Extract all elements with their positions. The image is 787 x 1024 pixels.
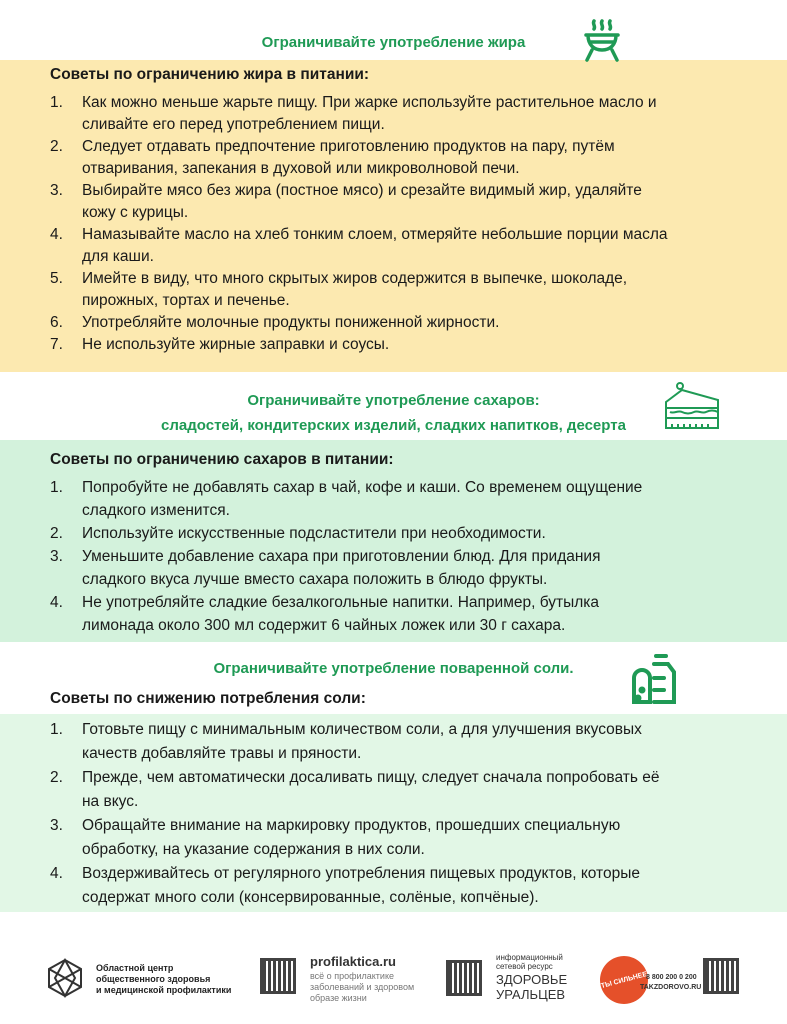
item-number: 6.: [50, 314, 63, 331]
title-line: Ограничивайте употребление жира: [261, 34, 526, 51]
item-text-line: лимонада около 300 мл содержит 6 чайных ложек или 30 г сахара.: [82, 617, 566, 634]
item-text: [82, 268, 627, 312]
list-item: [50, 224, 750, 268]
item-text: [82, 814, 620, 862]
item-number: 4.: [50, 865, 63, 882]
title-line: сладостей, кондитерских изделий, сладких напитков, десерта: [161, 417, 626, 434]
center-logo: [45, 958, 85, 998]
center-name-line: и медицинской профилактики: [96, 985, 232, 995]
item-number: 2.: [50, 138, 63, 155]
item-text: [82, 522, 546, 545]
item-number: 3.: [50, 182, 63, 199]
fat-section-title: [0, 30, 787, 55]
item-text-line: Используйте искусственные подсластители при необходимости.: [82, 525, 546, 542]
resource-label: [496, 953, 563, 971]
list-item: [50, 268, 750, 312]
item-number: 4.: [50, 226, 63, 243]
title-line: Ограничивайте употребление поваренной соли.: [213, 660, 574, 677]
salt-shaker-icon: [630, 652, 680, 708]
item-text-line: Употребляйте молочные продукты пониженной жирности.: [82, 314, 500, 331]
list-item: [50, 136, 750, 180]
item-text: [82, 476, 642, 522]
pot-icon: [582, 18, 622, 68]
list-item: [50, 92, 750, 136]
site-link[interactable]: profilaktica.ru: [310, 954, 396, 969]
item-text: [82, 766, 659, 814]
resource-label-line: информационный: [496, 953, 563, 962]
list-item: [50, 591, 750, 637]
item-text-line: Следует отдавать предпочтение приготовлению продуктов на пару, путём: [82, 138, 615, 155]
list-item: [50, 545, 750, 591]
item-number: 1.: [50, 721, 63, 738]
item-text-line: отваривания, запекания в духовой или микроволновой печи.: [82, 160, 520, 177]
item-number: 1.: [50, 479, 63, 496]
resource-name: [496, 972, 567, 1002]
site-desc-line: образе жизни: [310, 993, 367, 1003]
item-number: 4.: [50, 594, 63, 611]
center-name-line: Областной центр: [96, 963, 174, 973]
item-text-line: для каши.: [82, 248, 154, 265]
item-text: [82, 180, 642, 224]
item-text-line: содержат много соли (консервированные, солёные, копчёные).: [82, 889, 539, 906]
item-text: [82, 312, 499, 334]
item-number: 3.: [50, 817, 63, 834]
item-text: [82, 224, 668, 268]
logo-text: ТЫ СИЛЬНЕЕ: [600, 970, 648, 990]
qr-code-profilaktica[interactable]: [260, 958, 296, 994]
item-text-line: Выбирайте мясо без жира (постное мясо) и срезайте видимый жир, удаляйте: [82, 182, 642, 199]
fat-tips-list: [50, 92, 750, 356]
item-text: [82, 334, 389, 356]
item-number: 2.: [50, 769, 63, 786]
item-number: 3.: [50, 548, 63, 565]
center-name: [96, 963, 231, 996]
item-text: [82, 718, 642, 766]
site-desc-line: заболеваний и здоровом: [310, 982, 415, 992]
resource-label-line: сетевой ресурс: [496, 962, 553, 971]
phone: 8 800 200 0 200: [646, 974, 697, 981]
salt-tips-list: [50, 718, 750, 910]
item-text-line: пирожных, тортах и печенье.: [82, 292, 290, 309]
item-text: [82, 591, 599, 637]
item-text-line: сладкого изменится.: [82, 502, 230, 519]
cake-icon: [662, 380, 722, 432]
item-text: [82, 862, 640, 910]
item-text-line: Как можно меньше жарьте пищу. При жарке используйте растительное масло и: [82, 94, 657, 111]
fat-tips-heading: Советы по ограничению жира в питании:: [50, 66, 370, 83]
item-text-line: Готовьте пищу с минимальным количеством соли, а для улучшения вкусовых: [82, 721, 642, 738]
sugar-tips-list: [50, 476, 750, 637]
resource-name-line: ЗДОРОВЬЕ: [496, 972, 568, 987]
list-item: [50, 814, 750, 862]
qr-code-takzdorovo[interactable]: [703, 958, 739, 994]
title-line: Ограничивайте употребление сахаров:: [247, 392, 540, 409]
item-number: 2.: [50, 525, 63, 542]
list-item: [50, 312, 750, 334]
item-text-line: на вкус.: [82, 793, 139, 810]
item-text-line: Имейте в виду, что много скрытых жиров содержится в выпечке, шоколаде,: [82, 270, 628, 287]
ty-silnee-logo: [595, 951, 654, 1010]
item-text-line: обработку, на указание содержания в них соли.: [82, 841, 425, 858]
list-item: [50, 180, 750, 224]
takzdorovo-link[interactable]: TAKZDOROVO.RU: [640, 984, 702, 991]
list-item: [50, 862, 750, 910]
item-text-line: Воздерживайтесь от регулярного употребления пищевых продуктов, которые: [82, 865, 640, 882]
item-text-line: Не используйте жирные заправки и соусы.: [82, 336, 390, 353]
resource-name-line: УРАЛЬЦЕВ: [496, 987, 566, 1002]
list-item: [50, 476, 750, 522]
item-number: 1.: [50, 94, 63, 111]
list-item: [50, 334, 750, 356]
center-name-line: общественного здоровья: [96, 974, 211, 984]
item-text: [82, 545, 601, 591]
site-desc-line: всё о профилактике: [310, 971, 394, 981]
item-text: [82, 92, 657, 136]
item-text-line: сладкого вкуса лучше вместо сахара положить в блюдо фрукты.: [82, 571, 548, 588]
site-description: [310, 971, 414, 1004]
salt-tips-heading: Советы по снижению потребления соли:: [50, 690, 366, 707]
item-text-line: Намазывайте масло на хлеб тонким слоем, отмеряйте небольшие порции масла: [82, 226, 668, 243]
item-text-line: качеств добавляйте травы и пряности.: [82, 745, 362, 762]
qr-code-zdorovye[interactable]: [446, 960, 482, 996]
item-text-line: Обращайте внимание на маркировку продуктов, прошедших специальную: [82, 817, 621, 834]
item-text: [82, 136, 615, 180]
item-text-line: сливайте его перед употреблением пищи.: [82, 116, 385, 133]
list-item: [50, 522, 750, 545]
list-item: [50, 766, 750, 814]
item-text-line: Уменьшите добавление сахара при приготовлении блюд. Для придания: [82, 548, 601, 565]
item-number: 7.: [50, 336, 63, 353]
item-text-line: Прежде, чем автоматически досаливать пищу, следует сначала попробовать её: [82, 769, 660, 786]
item-text-line: Попробуйте не добавлять сахар в чай, кофе и каши. Со временем ощущение: [82, 479, 643, 496]
item-text-line: Не употребляйте сладкие безалкогольные напитки. Например, бутылка: [82, 594, 600, 611]
item-number: 5.: [50, 270, 63, 287]
sugar-tips-heading: Советы по ограничению сахаров в питании:: [50, 451, 394, 468]
footer: [0, 950, 787, 1010]
list-item: [50, 718, 750, 766]
item-text-line: кожу с курицы.: [82, 204, 189, 221]
